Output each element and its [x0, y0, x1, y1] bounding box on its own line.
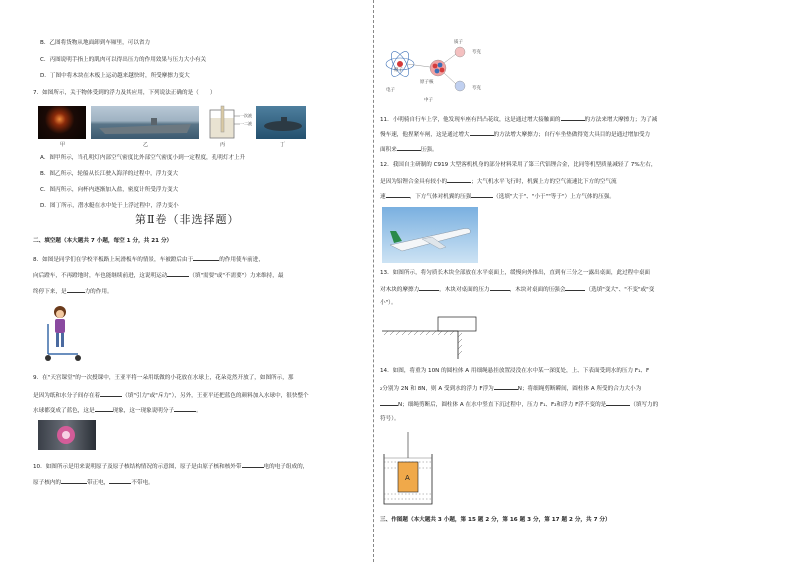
question-11-line-1: 11．小明骑自行车上学，他发现车座有凹凸花纹，这是通过增大接触面的 的方法来增大摩擦力；为了减: [380, 117, 658, 123]
beaker-cylinder-diagram: [382, 432, 434, 506]
hydrometer-beaker: [204, 104, 252, 140]
question-14-line-1: 14．如图，将重为 10N 的圆柱体 A 用细绳悬挂放置浸没在水中某一深度处，上、下表面受到水的压力 F₁、F: [380, 368, 650, 374]
question-10-line-1: 10．如图所示是用来说明原子及原子核结构情况的示意图，原子是由原子核和核外带 电的电子组成的，: [33, 464, 309, 470]
question-13-line-3: 小"）。: [380, 300, 397, 306]
density-tag-2: 一二液: [240, 121, 252, 126]
submarine-photo: [256, 106, 306, 139]
density-tag-1: 一次液: [240, 113, 252, 118]
label-proton: 质子: [454, 40, 463, 45]
part-two-title: 第Ⅱ卷（非选择题）: [135, 213, 240, 226]
question-9-line-1: 9．在"天宫课堂"的一次授课中，王亚平将一朵用纸做的小花放在水球上，花朵竟然开放了，如图所示，那: [33, 375, 294, 381]
q7-option-b: B．图乙所示，轮船从长江驶入海洋的过程中，浮力变大: [40, 171, 179, 177]
caption-ding: 丁: [280, 142, 286, 148]
label-neutron: 中子: [424, 98, 433, 103]
water-ball-flower-icon: [38, 420, 96, 450]
column-divider: [373, 0, 374, 562]
scooter-child-figure: [38, 302, 86, 364]
option-b: B．乙图将货物从地面卸到车厢里，可以省力: [40, 40, 151, 46]
question-14-line-4: 符号）。: [380, 416, 400, 422]
space-lecture-photo: [38, 420, 96, 450]
question-8-line-1: 8．如图是同学们在学校平板路上玩滑板车的情景，车被蹬后由于 的作用使车前进，: [33, 257, 264, 263]
caption-yi: 乙: [143, 142, 149, 148]
submarine-icon: [256, 106, 306, 139]
option-c: C．丙图说明手指上的肌肉可以得出压力的作用效果与压力大小有关: [40, 57, 207, 63]
question-13-line-2: 对木块的摩擦力 ，木块对桌面的压力 ，木块对桌面的压强会 （选填"变大"、"不变"或"变: [380, 287, 655, 293]
carrier-ship-icon: [91, 106, 199, 139]
question-12-line-2: 是因为铝锂合金具有较小的 ；大气机水平飞行时，机翼上方的空气流速比下方的空气流: [380, 179, 617, 185]
label-electron: 电子: [386, 88, 395, 93]
label-quark-2: 夸克: [472, 86, 481, 91]
question-9-line-3: 水球都变成了蓝色，这是 现象，这一现象说明分子 。: [33, 408, 202, 414]
q7-option-a: A．图甲所示，当孔明灯内部空气密度比外部空气密度小到一定程度，孔明灯才上升: [40, 155, 246, 161]
question-12-line-1: 12．我国自主研制的 C919 大型客机机身的部分材料采用了第三代铝锂合金，比同等机型质量减轻了 7%左右，: [380, 162, 657, 168]
question-12-line-3: 速 ，下方气体对机翼的压强 （选填"大于"、"小于""等于"）上方气体的压强。: [380, 194, 615, 200]
sky-lantern-photo: [38, 106, 86, 139]
question-11-line-2: 慢车速，他捏紧车闸，这是通过增大 的方法增大摩擦力；自行车坐垫做得宽大具目的是通过增加受力: [380, 132, 651, 138]
question-14-line-3: N；细绳剪断后，圆柱体 A 在水中竖直下沉过程中，压力 F₁、F₂和浮力 F浮不变的是 （填写力的: [380, 400, 658, 410]
question-7: 7．如图所示，关于物体受到的浮力及其应用，下列说法正确的是（ ）: [33, 90, 216, 96]
cylinder-label-a: A: [405, 474, 410, 482]
label-atom: 原子: [394, 68, 403, 73]
left-column: [30, 0, 370, 562]
right-column: [380, 0, 762, 562]
option-d: D．丁图中将木块在木板上运动越来越快时，所受摩擦力变大: [40, 73, 190, 79]
question-9-line-2: 是因为纸和水分子间存在着 （填"引力"或"斥力"），另外，王亚平还把蓝色的颜料加入水球中，很快整个: [33, 393, 309, 399]
airplane-icon: [382, 207, 478, 263]
q7-option-c: C．图丙所示，向杯内逐渐加入盐，密度计所受浮力变大: [40, 187, 179, 193]
label-quark-1: 夸克: [472, 50, 481, 55]
section-drawing-heading: 三、作图题（本大题共 3 小题，第 15 题 2 分，第 16 题 3 分，第 17 题 2 分，共 7 分）: [380, 517, 611, 523]
question-8-line-2: 向后蹬车，不再蹬地时，车也能继续前进，这说明运动 （填"需要"或"不需要"）力来维持，最: [33, 273, 284, 279]
question-11-line-3: 面积来 压强。: [380, 147, 438, 153]
aircraft-carrier-photo: [91, 106, 199, 139]
question-8-line-3: 终停下来，是 力的作用。: [33, 289, 113, 295]
question-13-line-1: 13．如图所示，将匀质长木块全部放在水平桌面上，缓慢向外推出，直到有三分之一露出桌面，此过程中桌面: [380, 270, 651, 276]
table-block-diagram: [380, 315, 500, 365]
question-10-line-2: 原子核内的 带正电， 不带电。: [33, 480, 154, 486]
c919-airplane-photo: [382, 207, 478, 263]
section-fill-in-heading: 二、填空题（本大题共 7 小题，每空 1 分，共 21 分）: [33, 238, 173, 244]
caption-bing: 丙: [220, 142, 226, 148]
label-nucleus: 原子核: [420, 80, 434, 85]
q7-option-d: D．图丁所示，潜水艇在水中处于上浮过程中，浮力变小: [40, 203, 179, 209]
question-14-line-2: ₂分别为 2N 和 8N，则 A 受到水的浮力 F浮为 N；将细绳剪断瞬间，圆柱体 A 所受的合力大小为: [380, 386, 642, 392]
caption-jia: 甲: [60, 142, 66, 148]
